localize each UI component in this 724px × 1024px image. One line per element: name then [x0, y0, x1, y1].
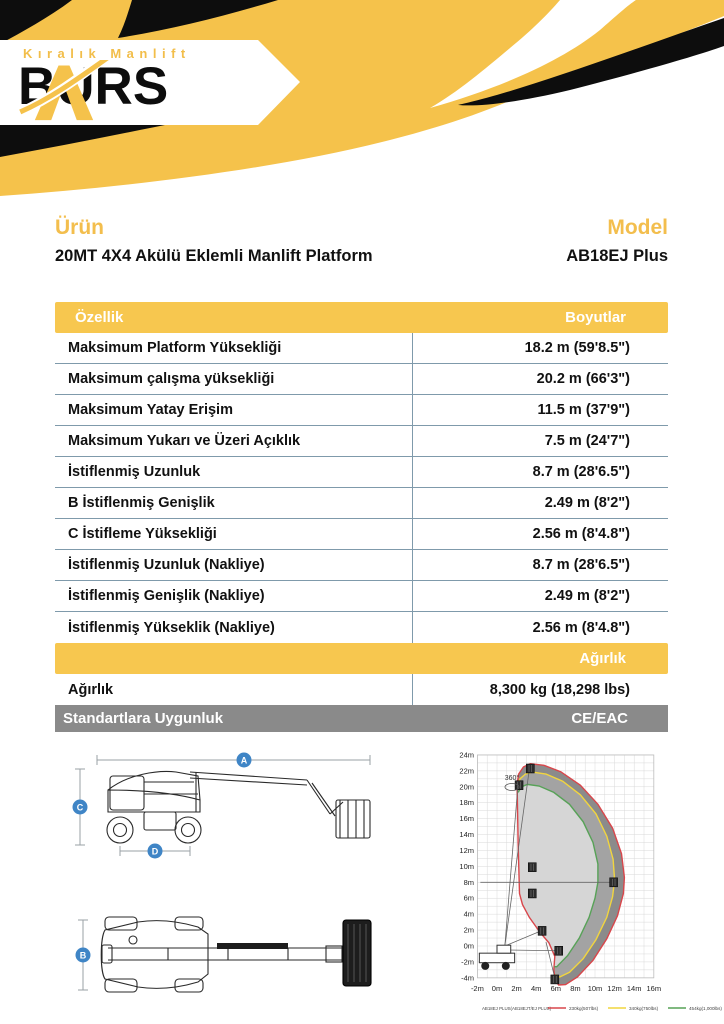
header — [0, 0, 724, 210]
weight-header-bar — [55, 643, 668, 674]
spec-label: İstiflenmiş Genişlik (Nakliye) — [68, 588, 265, 604]
platform-basket-icon — [551, 975, 559, 984]
table-row — [55, 519, 668, 550]
platform-basket-icon — [526, 764, 534, 773]
svg-text:B: B — [79, 950, 87, 961]
platform-basket-icon — [610, 878, 618, 887]
platform-basket-icon — [515, 781, 523, 790]
y-axis-tick-label: -4m — [461, 973, 474, 983]
x-axis-tick-label: 14m — [626, 983, 642, 993]
boom-line — [506, 950, 558, 951]
spec-value: 2.49 m (8'2") — [412, 488, 668, 518]
spec-value: 7.5 m (24'7") — [412, 426, 668, 456]
dimension-a-line — [97, 755, 370, 765]
spec-label: Maksimum çalışma yüksekliği — [68, 371, 275, 387]
y-axis-tick-label: 14m — [459, 830, 474, 840]
rotation-360-label: 360° — [504, 775, 520, 782]
table-row — [55, 333, 668, 364]
y-axis-tick-label: -2m — [461, 957, 474, 967]
svg-text:D: D — [151, 846, 159, 857]
table-row — [55, 612, 668, 643]
spec-rows — [55, 333, 668, 643]
x-axis-tick-label: 2m — [511, 983, 522, 993]
logo-band — [0, 40, 300, 125]
x-axis-tick-label: 16m — [646, 983, 662, 993]
standards-bar — [55, 705, 668, 732]
dimensions-header: Boyutlar — [565, 309, 626, 326]
svg-text:C: C — [76, 802, 84, 813]
spec-value: 2.56 m (8'4.8") — [412, 519, 668, 549]
x-axis-tick-label: 0m — [491, 983, 503, 993]
chart-footnote-model: AB18EJ PLUS(AB18EJT/EJ PLUS) — [482, 1006, 552, 1011]
spec-value: 8.7 m (28'6.5") — [412, 550, 668, 580]
table-header-bar — [55, 302, 668, 333]
platform-basket-icon — [528, 863, 536, 872]
x-axis-tick-label: 4m — [530, 983, 542, 993]
model-column — [566, 216, 668, 266]
table-row — [55, 457, 668, 488]
product-label: Ürün — [55, 216, 104, 239]
side-view-machine — [107, 772, 370, 843]
product-model-section — [55, 216, 668, 266]
standards-value: CE/EAC — [571, 710, 628, 727]
y-axis-tick-label: 6m — [463, 893, 474, 903]
reach-chart — [438, 740, 724, 1024]
machine-drawings — [48, 742, 428, 1024]
spec-value: 8.7 m (28'6.5") — [412, 457, 668, 487]
platform-basket-icon — [528, 889, 536, 898]
spec-label: C İstifleme Yüksekliği — [68, 526, 217, 542]
x-axis-tick-label: -2m — [470, 983, 484, 993]
spec-label: İstiflenmiş Uzunluk — [68, 464, 201, 480]
dimension-a-badge — [237, 753, 252, 768]
y-axis-tick-label: 0m — [463, 941, 474, 951]
weight-row-value: 8,300 kg (18,298 lbs) — [412, 674, 668, 705]
brand-wordmark — [18, 57, 169, 116]
y-axis-tick-label: 12m — [459, 845, 474, 855]
table-row — [55, 674, 668, 705]
chart-machine-chassis — [479, 953, 514, 963]
spec-value: 2.49 m (8'2") — [412, 581, 668, 611]
y-axis-tick-label: 22m — [459, 766, 474, 776]
svg-text:A: A — [240, 755, 248, 766]
product-column — [55, 216, 373, 266]
table-row — [55, 395, 668, 426]
platform-basket-icon — [555, 946, 563, 955]
y-axis-tick-label: 20m — [459, 782, 474, 792]
table-row — [55, 550, 668, 581]
spec-label: Maksimum Yatay Erişim — [68, 402, 233, 418]
table-row — [55, 581, 668, 612]
top-view-machine — [101, 917, 371, 992]
table-row — [55, 364, 668, 395]
spec-table — [55, 302, 668, 732]
boom-line — [505, 931, 541, 946]
x-axis-tick-label: 6m — [550, 983, 562, 993]
model-name: AB18EJ Plus — [566, 247, 668, 265]
feature-header: Özellik — [75, 309, 124, 326]
x-axis-tick-label: 8m — [570, 983, 581, 993]
x-axis-tick-label: 10m — [587, 983, 603, 993]
platform-basket-icon — [538, 926, 546, 935]
dimension-d-badge — [148, 844, 163, 859]
spec-label: Maksimum Yukarı ve Üzeri Açıklık — [68, 433, 301, 449]
y-axis-tick-label: 4m — [463, 909, 474, 919]
brand-tagline: Kıralık Manlift — [23, 46, 191, 61]
spec-value: 20.2 m (66'3") — [412, 364, 668, 394]
table-row — [55, 426, 668, 457]
table-row — [55, 488, 668, 519]
standards-label: Standartlara Uygunluk — [63, 710, 224, 727]
weight-rows — [55, 674, 668, 705]
legend-label: 340kg(750lbs) — [629, 1006, 659, 1011]
y-axis-tick-label: 8m — [463, 877, 474, 887]
y-axis-tick-label: 10m — [459, 861, 474, 871]
x-axis-tick-label: 12m — [607, 983, 622, 993]
y-axis-tick-label: 18m — [459, 798, 474, 808]
brand-name-text: BURS — [18, 57, 169, 116]
product-name: 20MT 4X4 Akülü Eklemli Manlift Platform — [55, 247, 373, 265]
y-axis-tick-label: 24m — [459, 750, 474, 760]
weight-header: Ağırlık — [579, 650, 626, 667]
dimension-b-badge — [76, 948, 91, 963]
spec-label: İstiflenmiş Yükseklik (Nakliye) — [68, 619, 275, 636]
spec-value: 11.5 m (37'9") — [412, 395, 668, 425]
legend-label: 230kg(507lbs) — [569, 1006, 599, 1011]
dimension-c-badge — [73, 800, 88, 815]
model-label: Model — [607, 216, 668, 239]
spec-value: 18.2 m (59'8.5") — [412, 333, 668, 363]
spec-value: 2.56 m (8'4.8") — [412, 612, 668, 643]
spec-label: İstiflenmiş Uzunluk (Nakliye) — [68, 557, 265, 573]
spec-label: Maksimum Platform Yüksekliği — [68, 340, 282, 356]
legend-label: 454kg(1,000lbs) — [689, 1006, 722, 1011]
weight-row-label: Ağırlık — [68, 681, 114, 698]
y-axis-tick-label: 2m — [463, 925, 474, 935]
spec-label: B İstiflenmiş Genişlik — [68, 495, 215, 511]
y-axis-tick-label: 16m — [459, 814, 474, 824]
